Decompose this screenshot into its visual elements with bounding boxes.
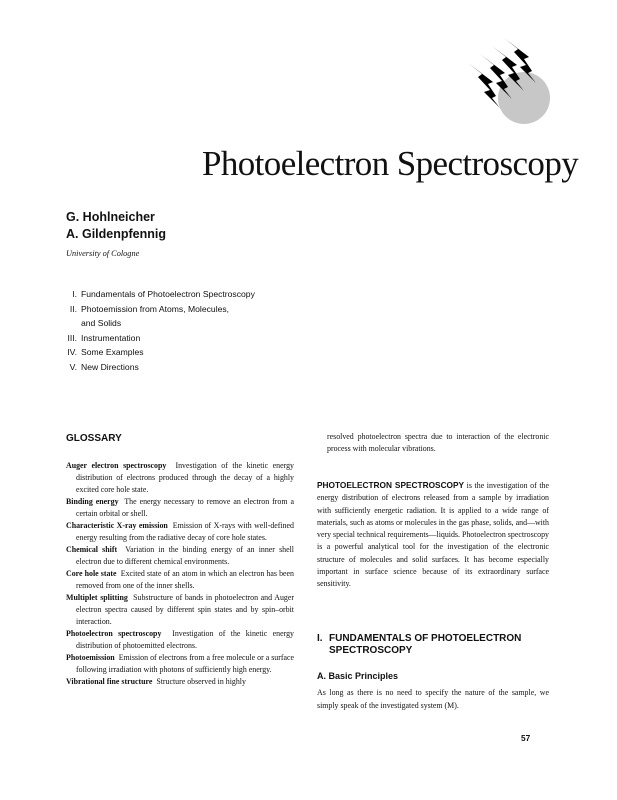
glossary-entry: Chemical shift Variation in the binding energy of an inner shell electron due to different chemical environments.: [66, 545, 294, 566]
glossary-entry: Vibrational fine structure Structure observed in highly: [66, 677, 246, 686]
glossary-entry: Binding energy The energy necessary to remove an electron from a certain orbital or shell.: [66, 497, 294, 518]
intro-paragraph: [317, 479, 549, 591]
toc-item: I. Fundamentals of Photoelectron Spectroscopy: [72, 289, 255, 299]
subsection-heading: A. Basic Principles: [317, 671, 399, 681]
intro-text: is the investigation of the energy distribution of electrons released from a sample by irradiation with sufficiently energetic radiation. It is applied to a wide range of materials, such as atoms or molecules in the gas phase, solids, and—with very special technical requirements—liquids. Photoelectron spectroscopy is a powerful analytical tool for the investigation of the electronic structure of molecules and solid surfaces. It has become especially important in surface science because of its extraordinary surface sensitivity.: [317, 481, 549, 589]
glossary-entry: Multiplet splitting Substructure of bands in photoelectron and Auger electron spectra caused by different spin states and by spin–orbit interaction.: [66, 593, 294, 626]
toc-item-continuation: and Solids: [81, 318, 122, 328]
glossary-entry: Characteristic X-ray emission Emission of X-rays with well-defined energy resulting from the radiative decay of core hole states.: [66, 521, 294, 542]
page-number: 57: [521, 733, 531, 743]
lightning-logo-icon: [468, 38, 564, 128]
glossary-continuation: resolved photoelectron spectra due to interaction of the electronic process with molecular vibrations.: [327, 432, 549, 453]
toc-item: III. Instrumentation: [67, 332, 141, 343]
author-1: G. Hohlneicher: [66, 210, 155, 224]
glossary-entry: Photoemission Emission of electrons from a free molecule or a surface following irradiation with photons of sufficiently high energy.: [66, 653, 294, 674]
glossary-entry: Core hole state Excited state of an atom in which an electron has been removed from one of the inner shells.: [66, 569, 294, 590]
intro-lead: PHOTOELECTRON SPECTROSCOPY: [317, 480, 465, 490]
glossary-entry: Auger electron spectroscopy Investigation of the kinetic energy distribution of electrons produced through the decay of a highly excited core hole state.: [66, 461, 294, 494]
toc-item: II. Photoemission from Atoms, Molecules,: [69, 303, 230, 314]
affiliation: University of Cologne: [66, 249, 140, 258]
glossary-heading: GLOSSARY: [66, 433, 122, 444]
table-of-contents: [62, 287, 255, 374]
glossary-entry: Photoelectron spectroscopy Investigation of the kinetic energy distribution of photoemitted electrons.: [66, 629, 294, 650]
article-title: Photoelectron Spectroscopy: [202, 144, 579, 183]
glossary-list: [66, 460, 294, 688]
author-2: A. Gildenpfennig: [66, 227, 166, 241]
toc-item: V. New Directions: [69, 361, 139, 372]
toc-item: IV. Some Examples: [67, 347, 144, 357]
basic-principles-text: As long as there is no need to specify the nature of the sample, we simply speak of the investigated system (M).: [317, 688, 549, 710]
section-heading: I. FUNDAMENTALS OF PHOTOELECTRON SPECTROSCOPY: [317, 633, 522, 656]
